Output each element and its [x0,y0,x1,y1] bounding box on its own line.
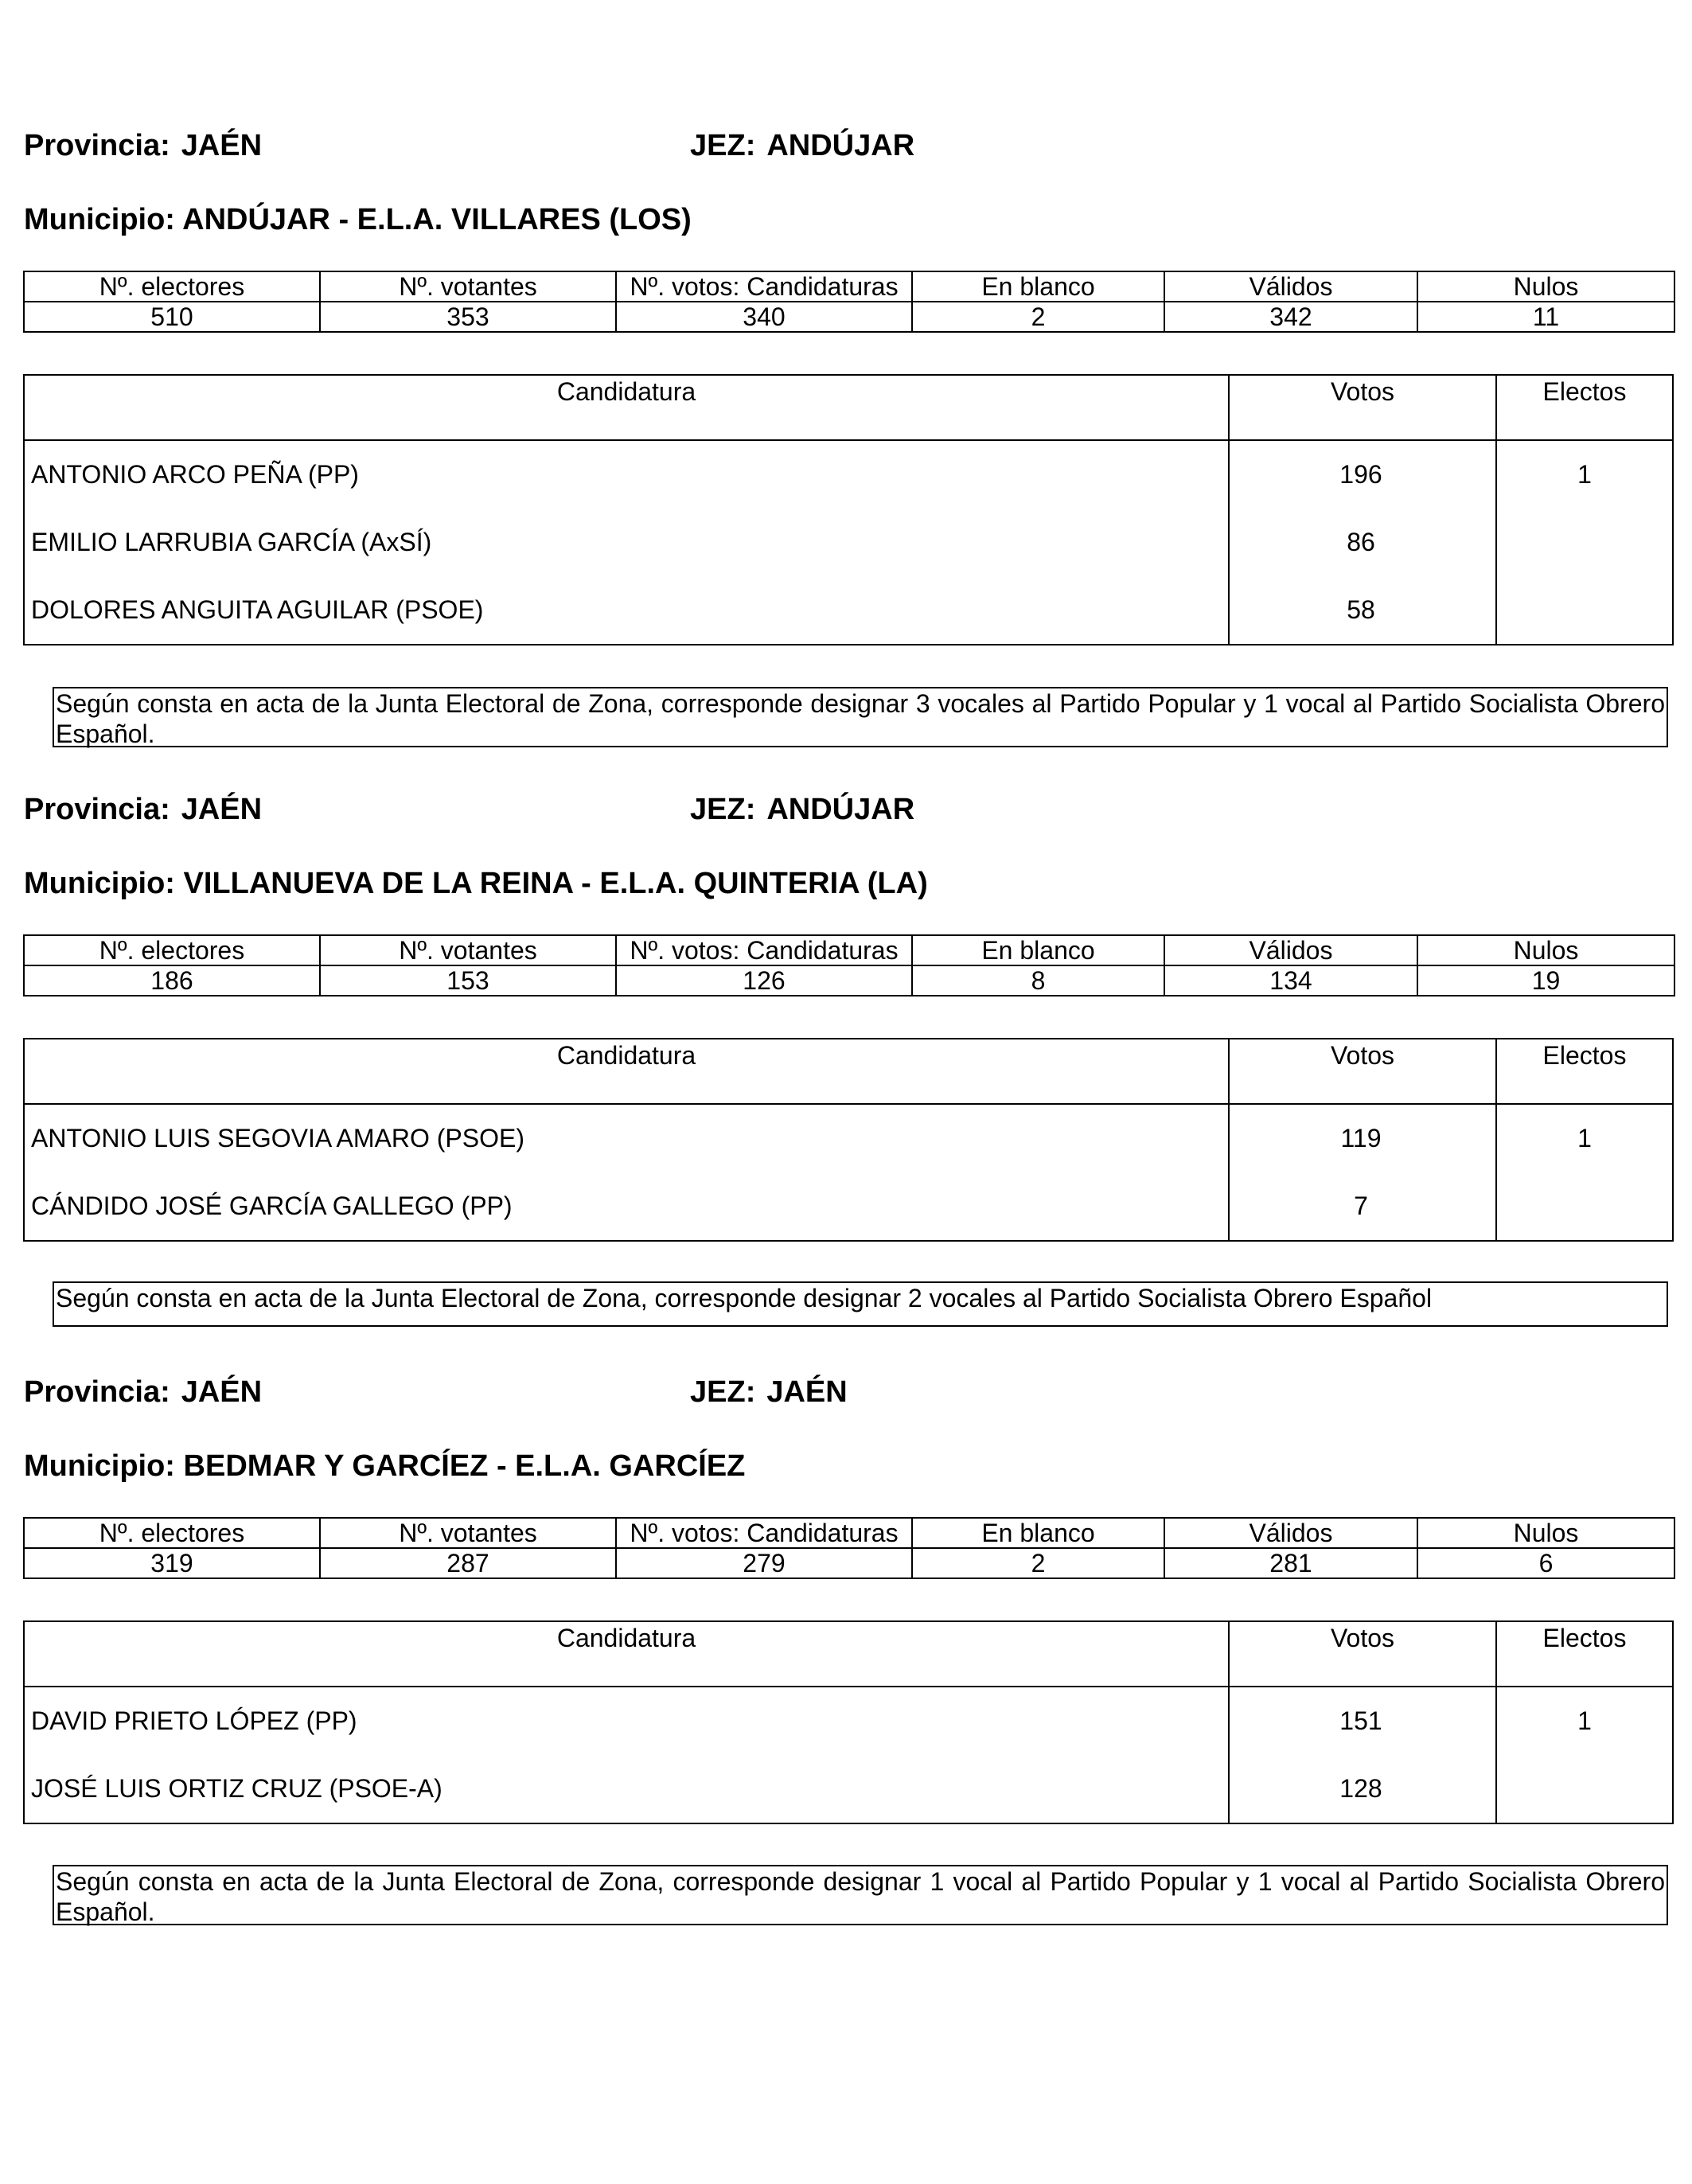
jez-value: JAÉN [766,1375,848,1409]
stats-validos: 281 [1164,1548,1417,1578]
candidate-row [25,1687,1672,1755]
provincia-value: JAÉN [181,793,263,826]
candidates-header [25,1622,1672,1687]
stats-header-votantes: Nº. votantes [320,935,616,965]
stats-header-electores: Nº. electores [24,1518,320,1548]
candidate-row [25,1172,1672,1240]
candidate-votos: 7 [1228,1172,1495,1240]
candidate-row [25,441,1672,509]
stats-header-en-blanco: En blanco [912,935,1164,965]
stats-votos-candidaturas: 126 [616,965,912,996]
candidate-name: DOLORES ANGUITA AGUILAR (PSOE) [31,595,484,624]
candidate-votos: 151 [1228,1687,1495,1755]
stats-header-row [24,1518,1674,1548]
stats-value-row [24,965,1674,996]
stats-en-blanco: 2 [912,302,1164,332]
electos-header: Electos [1495,1039,1672,1103]
municipio-label: Municipio: [24,867,175,900]
stats-header-votos-candidaturas: Nº. votos: Candidaturas [616,935,912,965]
candidate-name: ANTONIO ARCO PEÑA (PP) [31,460,359,489]
jez-label: JEZ: [690,1375,756,1409]
candidate-electos [1495,576,1672,644]
stats-validos: 342 [1164,302,1417,332]
stats-votos-candidaturas: 279 [616,1548,912,1578]
stats-header-nulos: Nulos [1417,271,1674,302]
stats-nulos: 6 [1417,1548,1674,1578]
stats-value-row [24,302,1674,332]
candidate-name: EMILIO LARRUBIA GARCÍA (AxSÍ) [31,528,432,556]
stats-header-votos-candidaturas: Nº. votos: Candidaturas [616,1518,912,1548]
stats-electores: 510 [24,302,320,332]
candidate-votos: 128 [1228,1755,1495,1823]
candidate-electos [1495,1755,1672,1823]
stats-header-electores: Nº. electores [24,271,320,302]
candidate-votos: 119 [1228,1105,1495,1172]
municipio-value: VILLANUEVA DE LA REINA - E.L.A. QUINTERIA (LA) [183,867,928,900]
electos-header: Electos [1495,1622,1672,1686]
stats-en-blanco: 8 [912,965,1164,996]
candidate-row [25,1105,1672,1172]
candidates-table [23,1038,1674,1242]
stats-nulos: 19 [1417,965,1674,996]
acta-note: Según consta en acta de la Junta Electoral de Zona, corresponde designar 3 vocales al Partido Popular y 1 vocal al Partido Socialista Obrero Español. [53,687,1668,747]
candidates-header [25,1039,1672,1105]
provincia-heading [24,794,262,825]
candidate-row [25,1755,1672,1823]
candidate-electos [1495,509,1672,576]
candidate-name: DAVID PRIETO LÓPEZ (PP) [31,1706,357,1735]
stats-header-votos-candidaturas: Nº. votos: Candidaturas [616,271,912,302]
stats-header-validos: Válidos [1164,271,1417,302]
votos-header: Votos [1228,1039,1495,1103]
stats-votantes: 353 [320,302,616,332]
candidate-electos: 1 [1495,1105,1672,1172]
municipio-heading [24,1451,745,1481]
stats-header-validos: Válidos [1164,1518,1417,1548]
stats-header-en-blanco: En blanco [912,271,1164,302]
provincia-heading [24,1377,262,1407]
municipio-heading [24,205,692,235]
stats-header-row [24,935,1674,965]
candidatura-header: Candidatura [556,377,696,406]
provincia-label: Provincia: [24,129,170,162]
candidate-name: ANTONIO LUIS SEGOVIA AMARO (PSOE) [31,1124,524,1152]
stats-table [23,934,1675,996]
stats-header-votantes: Nº. votantes [320,1518,616,1548]
municipio-label: Municipio: [24,1449,175,1483]
votos-header: Votos [1228,1622,1495,1686]
provincia-label: Provincia: [24,1375,170,1409]
stats-table [23,1517,1675,1579]
candidate-electos: 1 [1495,441,1672,509]
provincia-label: Provincia: [24,793,170,826]
candidate-name: CÁNDIDO JOSÉ GARCÍA GALLEGO (PP) [31,1191,513,1220]
stats-en-blanco: 2 [912,1548,1164,1578]
candidate-votos: 196 [1228,441,1495,509]
votos-header: Votos [1228,376,1495,439]
provincia-value: JAÉN [181,1375,263,1409]
jez-heading [690,131,914,161]
jez-heading [690,794,914,825]
stats-header-nulos: Nulos [1417,1518,1674,1548]
municipio-value: ANDÚJAR - E.L.A. VILLARES (LOS) [182,203,692,236]
stats-votos-candidaturas: 340 [616,302,912,332]
jez-label: JEZ: [690,793,756,826]
municipio-value: BEDMAR Y GARCÍEZ - E.L.A. GARCÍEZ [183,1449,746,1483]
provincia-heading [24,131,262,161]
jez-heading [690,1377,848,1407]
stats-header-validos: Válidos [1164,935,1417,965]
stats-votantes: 153 [320,965,616,996]
stats-votantes: 287 [320,1548,616,1578]
stats-table [23,271,1675,333]
candidatura-header: Candidatura [556,1041,696,1070]
stats-header-en-blanco: En blanco [912,1518,1164,1548]
jez-label: JEZ: [690,129,756,162]
candidate-row [25,576,1672,644]
stats-header-row [24,271,1674,302]
candidates-table [23,1620,1674,1824]
candidate-votos: 86 [1228,509,1495,576]
stats-electores: 186 [24,965,320,996]
stats-header-votantes: Nº. votantes [320,271,616,302]
stats-nulos: 11 [1417,302,1674,332]
stats-header-electores: Nº. electores [24,935,320,965]
candidate-votos: 58 [1228,576,1495,644]
acta-note: Según consta en acta de la Junta Electoral de Zona, corresponde designar 2 vocales al Partido Socialista Obrero Español [53,1281,1668,1327]
stats-validos: 134 [1164,965,1417,996]
municipio-heading [24,868,928,899]
candidate-name: JOSÉ LUIS ORTIZ CRUZ (PSOE-A) [31,1774,442,1803]
candidates-table [23,374,1674,645]
candidate-electos: 1 [1495,1687,1672,1755]
candidatura-header: Candidatura [556,1624,696,1652]
stats-electores: 319 [24,1548,320,1578]
municipio-label: Municipio: [24,203,175,236]
jez-value: ANDÚJAR [766,129,915,162]
candidate-row [25,509,1672,576]
electos-header: Electos [1495,376,1672,439]
candidates-header [25,376,1672,441]
stats-header-nulos: Nulos [1417,935,1674,965]
stats-value-row [24,1548,1674,1578]
acta-note: Según consta en acta de la Junta Electoral de Zona, corresponde designar 1 vocal al Partido Popular y 1 vocal al Partido Socialista Obrero Español. [53,1865,1668,1925]
provincia-value: JAÉN [181,129,263,162]
candidate-electos [1495,1172,1672,1240]
jez-value: ANDÚJAR [766,793,915,826]
